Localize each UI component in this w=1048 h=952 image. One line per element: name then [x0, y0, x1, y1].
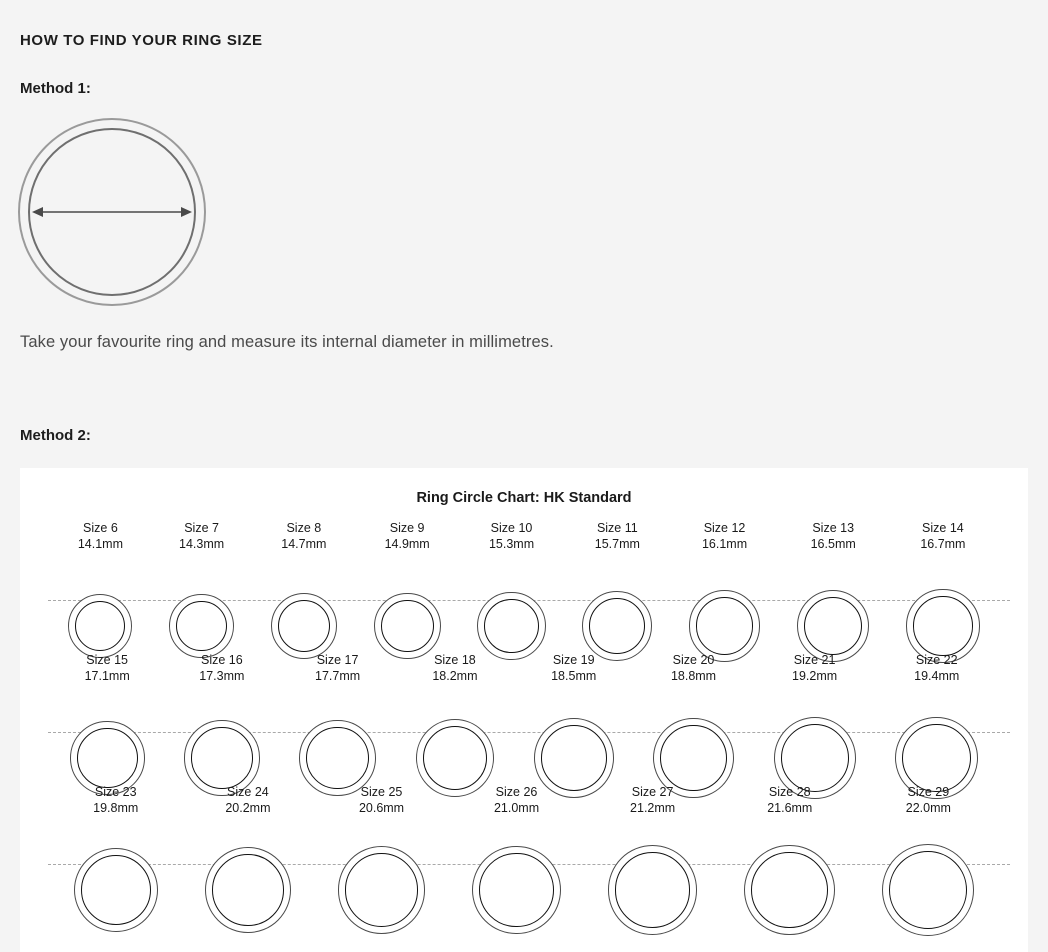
row-items — [20, 520, 1028, 663]
method-2-label: Method 2: — [20, 427, 91, 444]
ring-size-labels — [914, 652, 959, 684]
ring-circle-graphic — [169, 594, 234, 659]
ring-size-labels — [489, 520, 534, 552]
ring-size-labels — [359, 784, 404, 816]
ring-size-item — [68, 520, 132, 658]
ring-outer-ring — [689, 590, 760, 661]
ring-size-diameter: 15.7mm — [594, 537, 640, 551]
ring-size-diameter: 18.8mm — [670, 669, 717, 683]
ring-circle-graphic — [582, 591, 652, 661]
ring-inner-ring — [889, 851, 967, 929]
ring-size-item — [689, 520, 760, 662]
ring-inner-ring — [589, 598, 645, 654]
ring-size-item — [882, 784, 974, 936]
ring-size-item — [74, 784, 158, 932]
ring-outer-ring — [744, 845, 835, 936]
row-items — [20, 784, 1028, 936]
method-1-caption: Take your favourite ring and measure its internal diameter in millimetres. — [20, 333, 554, 351]
ring-inner-ring — [696, 597, 753, 654]
ring-size-diameter: 16.1mm — [701, 537, 748, 551]
ring-inner-ring — [902, 724, 971, 793]
ring-size-name: Size 23 — [94, 785, 137, 799]
ring-outer-ring — [477, 592, 545, 660]
ring-outer-ring — [205, 847, 291, 933]
ring-size-diameter: 19.2mm — [792, 669, 838, 683]
ring-outer-ring — [608, 845, 697, 934]
chart-row — [20, 784, 1028, 916]
ring-circle-graphic — [338, 846, 425, 933]
ring-size-name: Size 15 — [86, 653, 128, 667]
ring-size-labels — [78, 520, 123, 552]
ring-inner-ring — [541, 725, 607, 791]
ring-size-name: Size 27 — [631, 785, 674, 799]
ring-outer-ring — [374, 593, 441, 660]
ring-size-name: Size 22 — [915, 653, 958, 667]
ring-size-diameter: 16.7mm — [920, 537, 966, 551]
ring-inner-ring — [278, 600, 330, 652]
ring-circle-graphic — [472, 846, 561, 935]
chart-row — [20, 520, 1028, 652]
ring-size-name: Size 26 — [495, 785, 538, 799]
ring-inner-ring — [75, 601, 125, 651]
ring-size-item — [472, 784, 561, 934]
ring-size-name: Size 21 — [793, 653, 836, 667]
ring-size-diameter: 14.7mm — [281, 537, 327, 551]
ring-size-labels — [179, 520, 224, 552]
ring-size-name: Size 29 — [907, 785, 950, 799]
ring-size-name: Size 8 — [286, 521, 322, 535]
ring-inner-ring — [176, 601, 227, 652]
ring-size-diameter: 22.0mm — [905, 801, 951, 815]
ring-size-labels — [494, 784, 539, 816]
ring-size-diameter: 18.2mm — [432, 669, 478, 683]
ring-size-item — [797, 520, 870, 662]
ring-inner-ring — [479, 853, 554, 928]
ring-size-diameter: 15.3mm — [488, 537, 535, 551]
ring-size-item — [906, 520, 979, 663]
ring-inner-ring — [484, 599, 538, 653]
ring-size-name: Size 13 — [812, 521, 855, 535]
ring-size-labels — [811, 520, 856, 552]
ring-inner-ring — [804, 597, 863, 656]
diameter-arrow-icon — [32, 204, 192, 220]
ring-circle-graphic — [689, 590, 760, 661]
ring-circle-graphic — [68, 594, 132, 658]
ring-inner-ring — [81, 855, 151, 925]
ring-size-item — [477, 520, 545, 660]
ring-size-diameter: 19.4mm — [914, 669, 960, 683]
ring-circle-graphic — [744, 845, 835, 936]
ring-size-labels — [225, 784, 270, 816]
ring-size-labels — [199, 652, 244, 684]
row-items — [20, 652, 1028, 799]
chart-rows — [20, 520, 1028, 916]
ring-size-diameter: 17.7mm — [315, 669, 361, 683]
ring-size-diameter: 21.6mm — [767, 801, 813, 815]
ring-size-labels — [551, 652, 596, 684]
ring-inner-ring — [345, 853, 418, 926]
ring-size-name: Size 9 — [389, 521, 425, 535]
ring-size-name: Size 20 — [672, 653, 715, 667]
ring-size-diameter: 17.3mm — [199, 669, 245, 683]
ring-size-labels — [671, 652, 716, 684]
ring-inner-ring — [191, 727, 252, 788]
ring-inner-ring — [423, 726, 488, 791]
ring-circle-graphic — [271, 593, 337, 659]
ring-inner-ring — [660, 725, 727, 792]
ring-size-diameter: 19.8mm — [93, 801, 139, 815]
ring-size-name: Size 10 — [490, 521, 533, 535]
ring-size-labels — [93, 784, 138, 816]
ring-size-labels — [315, 652, 360, 684]
ring-size-labels — [595, 520, 640, 552]
ring-inner-ring — [781, 724, 849, 792]
ring-size-item — [582, 520, 652, 661]
ring-inner-ring — [306, 727, 369, 790]
ring-size-name: Size 6 — [83, 521, 118, 535]
ring-size-item — [895, 652, 978, 799]
ring-size-item — [299, 652, 376, 796]
ring-circle-chart-panel — [20, 468, 1028, 952]
ring-size-name: Size 7 — [184, 521, 219, 535]
ring-size-item — [184, 652, 259, 796]
ring-size-name: Size 18 — [434, 653, 476, 667]
ring-size-diameter: 21.2mm — [630, 801, 676, 815]
ring-size-name: Size 14 — [922, 521, 964, 535]
ring-diameter-diagram — [18, 118, 210, 310]
ring-size-item — [205, 784, 291, 933]
ring-outer-ring — [882, 844, 974, 936]
ring-size-labels — [85, 652, 130, 684]
ring-size-diameter: 17.1mm — [84, 669, 130, 683]
ring-circle-graphic — [882, 844, 974, 936]
ring-size-name: Size 19 — [552, 653, 595, 667]
ring-outer-ring — [472, 846, 561, 935]
ring-circle-graphic — [477, 592, 545, 660]
ring-inner-ring — [751, 852, 828, 929]
ring-size-labels — [767, 784, 812, 816]
ring-size-name: Size 11 — [596, 521, 638, 535]
ring-size-labels — [385, 520, 430, 552]
ring-size-diameter: 21.0mm — [493, 801, 540, 815]
chart-row — [20, 652, 1028, 784]
ring-outer-ring — [74, 848, 158, 932]
ring-size-labels — [702, 520, 747, 552]
ring-size-item — [653, 652, 734, 798]
ring-size-item — [744, 784, 835, 935]
ring-inner-ring — [212, 854, 284, 926]
ring-circle-graphic — [74, 848, 158, 932]
ring-outer-ring — [582, 591, 652, 661]
ring-size-diameter: 16.5mm — [810, 537, 856, 551]
ring-size-diameter: 14.1mm — [77, 537, 123, 551]
ring-size-item — [416, 652, 495, 797]
ring-size-name: Size 17 — [316, 653, 359, 667]
method-1-label: Method 1: — [20, 80, 91, 97]
ring-size-labels — [920, 520, 965, 552]
ring-circle-graphic — [205, 847, 291, 933]
ring-size-name: Size 24 — [227, 785, 269, 799]
ring-size-labels — [906, 784, 951, 816]
ring-circle-graphic — [374, 593, 441, 660]
ring-size-item — [608, 784, 697, 935]
chart-title: Ring Circle Chart: HK Standard — [416, 490, 632, 506]
ring-size-diameter: 14.3mm — [179, 537, 225, 551]
ring-size-diameter: 20.2mm — [225, 801, 271, 815]
ring-size-item — [534, 652, 614, 798]
ring-size-item — [169, 520, 234, 658]
ring-size-labels — [792, 652, 837, 684]
ring-size-name: Size 16 — [200, 653, 243, 667]
ring-outer-ring — [68, 594, 132, 658]
ring-size-item — [774, 652, 856, 799]
ring-size-item — [338, 784, 425, 934]
ring-size-labels — [432, 652, 477, 684]
ring-size-diameter: 18.5mm — [551, 669, 597, 683]
ring-outer-ring — [338, 846, 425, 933]
ring-size-diameter: 14.9mm — [384, 537, 430, 551]
ring-size-item — [374, 520, 441, 659]
ring-size-name: Size 25 — [360, 785, 403, 799]
ring-inner-ring — [381, 600, 434, 653]
page-title: HOW TO FIND YOUR RING SIZE — [20, 32, 263, 49]
ring-size-diameter: 20.6mm — [358, 801, 405, 815]
ring-size-name: Size 12 — [703, 521, 746, 535]
ring-inner-ring — [913, 596, 972, 655]
ring-outer-ring — [271, 593, 337, 659]
ring-size-item — [271, 520, 337, 659]
ring-circle-graphic — [608, 845, 697, 934]
ring-size-item — [70, 652, 145, 795]
ring-inner-ring — [77, 728, 138, 789]
ring-inner-ring — [615, 852, 690, 927]
ring-outer-ring — [169, 594, 234, 659]
ring-size-labels — [281, 520, 326, 552]
ring-size-labels — [630, 784, 675, 816]
ring-size-name: Size 28 — [768, 785, 811, 799]
